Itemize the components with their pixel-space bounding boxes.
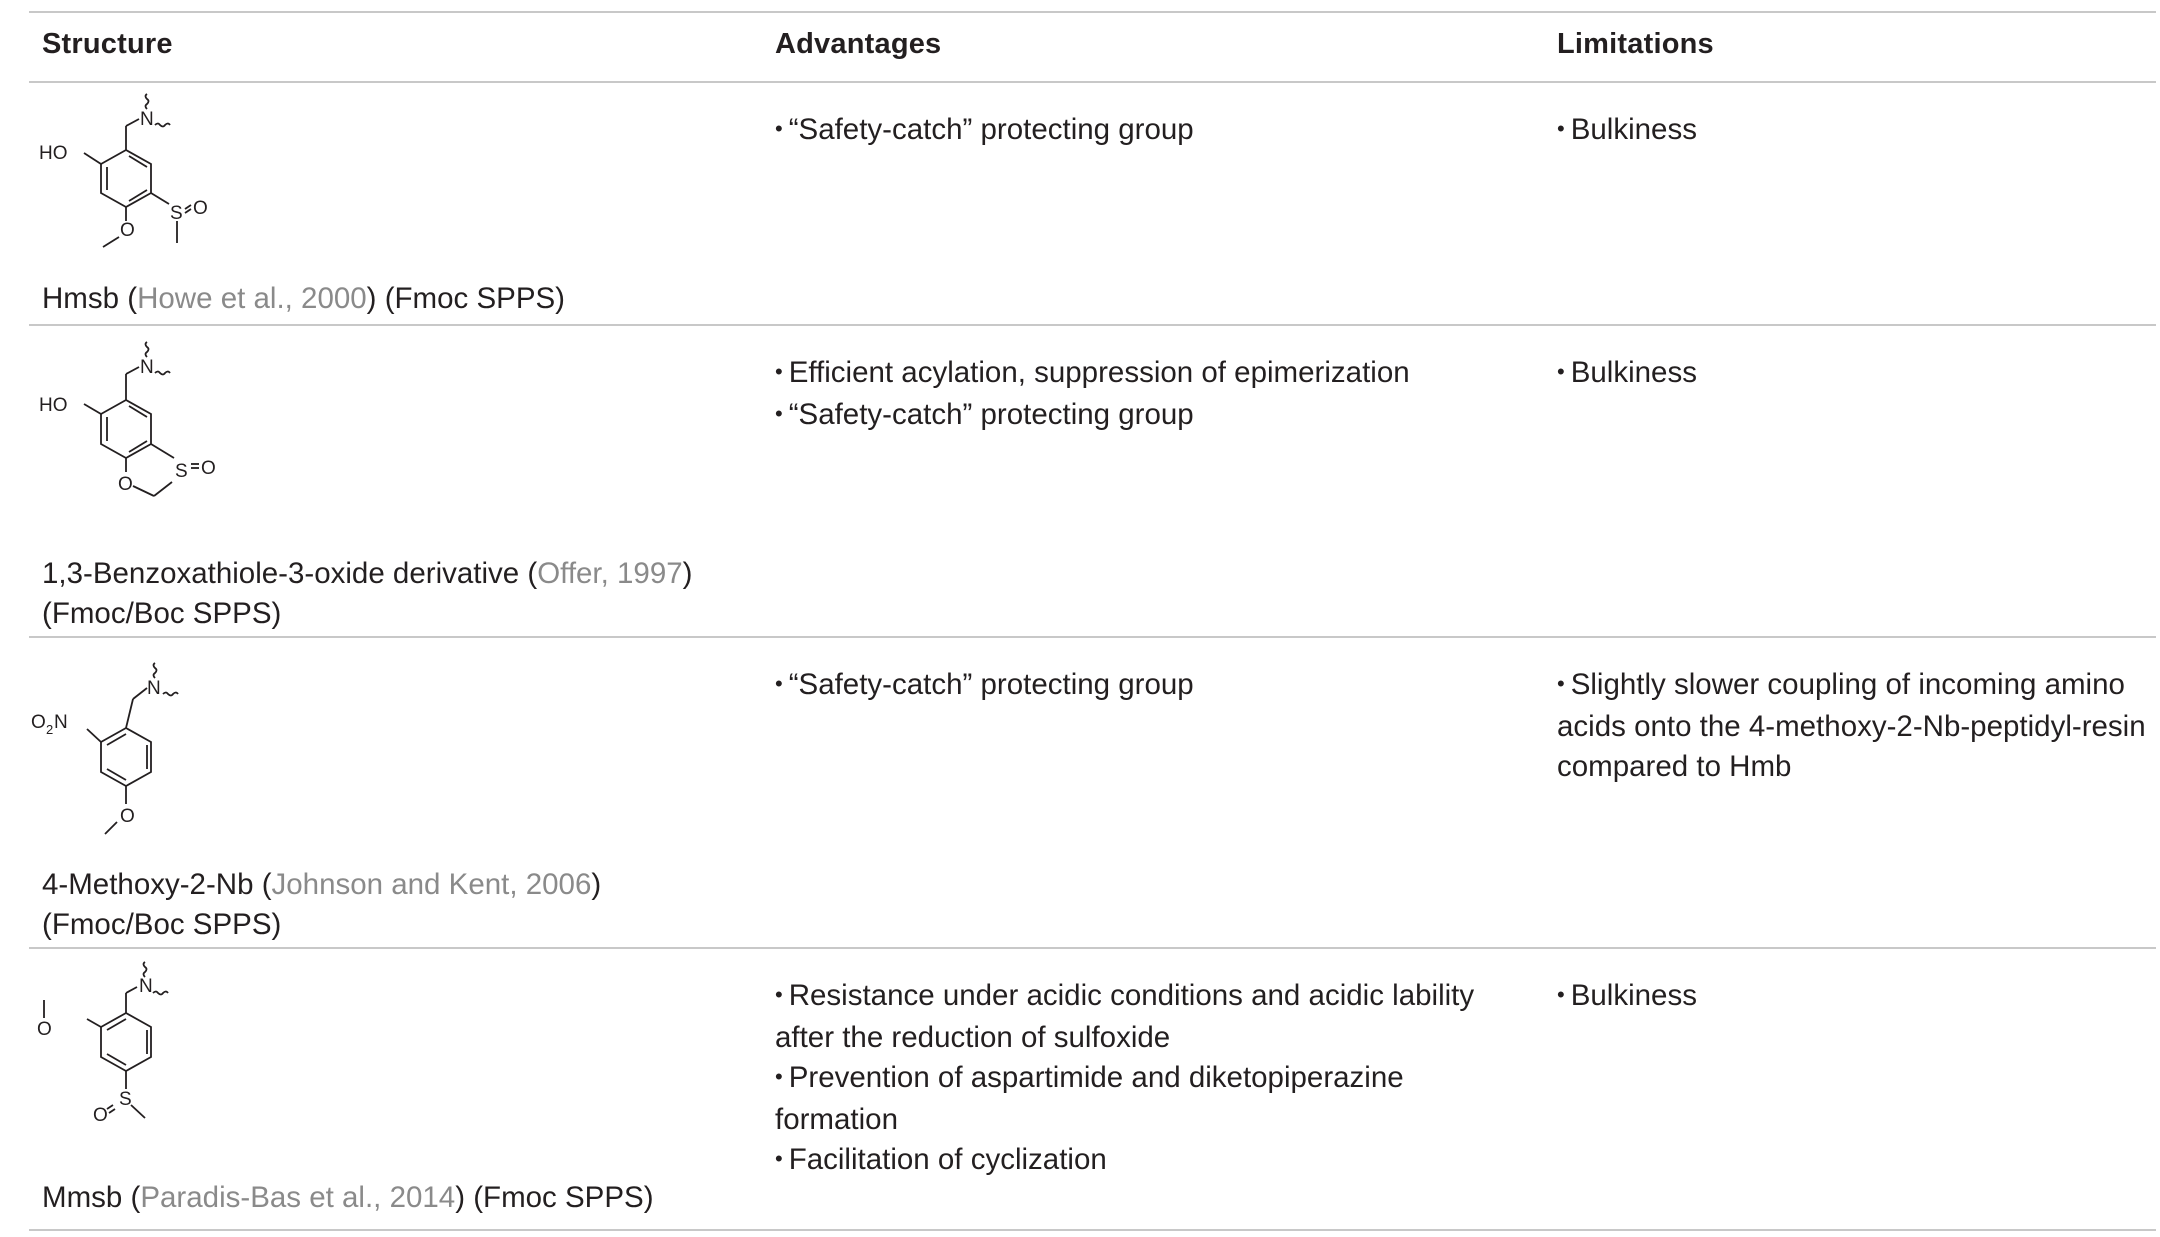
advantages-cell [775,353,1495,437]
advantage-text: Efficient acylation, suppression of epimerization [788,356,1410,389]
nb-structure-diagram [29,644,249,849]
list-item [1557,665,2157,787]
list-item [1557,976,2157,1018]
bullet-icon: • [1557,982,1565,1007]
hmsb-o-label: O [193,198,208,219]
benzox-ho-label: HO [39,395,68,416]
list-item [775,1140,1495,1182]
benzox-o-label: O [201,458,216,479]
header-limitations: Limitations [1557,28,1714,60]
mmsb-molecule-svg [29,955,229,1155]
method-label: (Fmoc/Boc SPPS) [42,597,282,630]
bullet-icon: • [1557,116,1565,141]
bullet-icon: • [775,1146,783,1171]
table-row [29,949,2156,1231]
reference-link[interactable]: Paradis-Bas et al., 2014 [140,1181,456,1214]
structure-name: Mmsb [42,1181,123,1214]
mmsb-s-label: S [119,1089,132,1110]
reference-link[interactable]: Offer, 1997 [537,557,683,590]
advantage-text: “Safety-catch” protecting group [788,668,1194,701]
open-paren: ( [127,282,138,315]
hmsb-n-label: N [140,109,154,130]
table-row [29,83,2156,326]
structure-caption [42,279,742,319]
structure-caption [42,1178,742,1218]
method-label: (Fmoc/Boc SPPS) [42,908,282,941]
benzoxathiole-molecule-svg [29,332,249,542]
close-paren: ) [366,282,377,315]
close-paren: ) [591,868,602,901]
list-item [1557,353,2157,395]
table-header [29,11,2156,83]
advantage-text: Prevention of aspartimide and diketopiperazine formation [775,1061,1404,1136]
advantage-text: Facilitation of cyclization [788,1143,1107,1176]
limitations-cell [1557,976,2157,1018]
limitations-cell [1557,110,2157,152]
list-item [775,665,1495,707]
structure-caption [42,865,742,945]
limitation-text: Slightly slower coupling of incoming amino acids onto the 4-methoxy-2-Nb-peptidyl-resin compared to Hmb [1557,668,2146,783]
limitation-text: Bulkiness [1570,356,1697,389]
nb-o-label: O [31,712,46,733]
benzox-s-label: S [175,461,188,482]
bullet-icon: • [775,359,783,384]
list-item [1557,110,2157,152]
nb-nitro-n-label: N [54,712,68,733]
limitations-cell [1557,665,2157,787]
advantages-cell [775,976,1495,1182]
header-advantages: Advantages [775,28,942,60]
structure-name: 1,3-Benzoxathiole-3-oxide derivative [42,557,520,590]
hmsb-ho-label: HO [39,143,68,164]
structure-name: 4-Methoxy-2-Nb [42,868,254,901]
hmsb-s-label: S [170,203,183,224]
advantage-text: “Safety-catch” protecting group [788,398,1194,431]
open-paren: ( [261,868,272,901]
advantages-cell [775,665,1495,707]
bullet-icon: • [775,1064,783,1089]
mmsb-ome-label: O [37,1019,52,1040]
benzox-ring-o-label: O [118,474,133,495]
bullet-icon: • [775,982,783,1007]
nb-amine-n-label: N [147,678,161,699]
hmsb-structure-diagram [29,89,229,264]
bullet-icon: • [1557,359,1565,384]
bullet-icon: • [775,116,783,141]
limitation-text: Bulkiness [1570,113,1697,146]
method-label: (Fmoc SPPS) [384,282,566,315]
method-label: (Fmoc SPPS) [473,1181,654,1214]
mmsb-structure-diagram [29,955,229,1160]
table-row [29,326,2156,638]
reference-link[interactable]: Johnson and Kent, 2006 [271,868,592,901]
structure-caption [42,554,742,634]
limitations-cell [1557,353,2157,395]
limitation-text: Bulkiness [1570,979,1697,1012]
list-item [775,1058,1495,1140]
nb-subscript-2: 2 [46,722,54,737]
open-paren: ( [130,1181,141,1214]
hmsb-molecule-svg [29,89,229,259]
nb-ome-label: O [120,806,135,827]
advantage-text: “Safety-catch” protecting group [788,113,1194,146]
list-item [775,395,1495,437]
bullet-icon: • [1557,671,1565,696]
advantages-cell [775,110,1495,152]
close-paren: ) [455,1181,466,1214]
advantage-text: Resistance under acidic conditions and acidic lability after the reduction of sulfoxide [775,979,1475,1054]
header-structure: Structure [42,28,173,60]
table-row [29,638,2156,949]
benzox-n-label: N [140,357,154,378]
benzoxathiole-structure-diagram [29,332,249,547]
hmsb-ome-label: O [120,220,135,241]
bullet-icon: • [775,671,783,696]
list-item [775,353,1495,395]
bullet-icon: • [775,401,783,426]
open-paren: ( [527,557,538,590]
mmsb-sulfoxide-o-label: O [93,1105,108,1126]
list-item [775,110,1495,152]
mmsb-n-label: N [139,976,153,997]
list-item [775,976,1495,1058]
nb-molecule-svg [29,644,249,844]
reference-link[interactable]: Howe et al., 2000 [137,282,367,315]
close-paren: ) [682,557,693,590]
structure-name: Hmsb [42,282,120,315]
